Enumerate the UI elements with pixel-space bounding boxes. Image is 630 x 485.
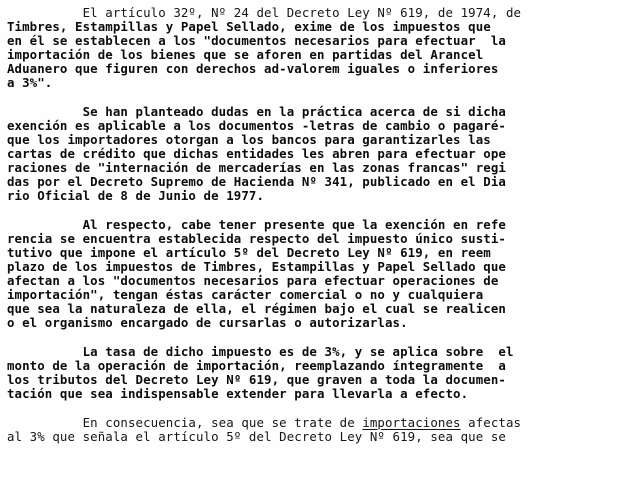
p1-line-3: en él se establecen a los "documentos necesarios para efectuar la <box>7 33 506 48</box>
p4-line-1: La tasa de dicho impuesto es de 3%, y se aplica sobre el <box>7 344 514 359</box>
p4-line-2: monto de la operación de importación, reemplazando íntegramente a <box>7 358 506 373</box>
p1-line-6: a 3%". <box>7 75 53 90</box>
p3-line-1: Al respecto, cabe tener presente que la exención en refe <box>7 217 506 232</box>
p2-line-4: cartas de crédito que dichas entidades les abren para efectuar ope <box>7 146 506 161</box>
p1-line-2: Timbres, Estampillas y Papel Sellado, exime de los impuestos que <box>7 19 491 34</box>
underlined-word: importaciones <box>362 415 461 430</box>
p4-line-4: tación que sea indispensable extender para llevarla a efecto. <box>7 386 469 401</box>
p3-line-6: importación", tengan éstas carácter comercial o no y cualquiera <box>7 287 484 302</box>
p3-line-4: plazo de los impuestos de Timbres, Estampillas y Papel Sellado que <box>7 259 506 274</box>
p3-line-5: afectan a los "documentos necesarios para efectuar operaciones de <box>7 273 499 288</box>
p5-line-2: al 3% que señala el artículo 5º del Decreto Ley Nº 619, sea que se <box>7 429 506 444</box>
p3-line-7: que sea la naturaleza de ella, el régimen bajo el cual se realicen <box>7 301 506 316</box>
p3-line-8: o el organismo encargado de cursarlas o autorizarlas. <box>7 315 408 330</box>
p1-line-4: importación de los bienes que se aforen en partidas del Arancel <box>7 47 484 62</box>
p2-line-7: rio Oficial de 8 de Junio de 1977. <box>7 188 265 203</box>
p3-line-2: rencia se encuentra establecida respecto del impuesto único susti- <box>7 231 506 246</box>
p2-line-3: que los importadores otorgan a los bancos para garantizarles las <box>7 132 491 147</box>
p5-line-1: En consecuencia, sea que se trate de importaciones afectas <box>7 415 522 430</box>
p3-line-3: tutivo que impone el artículo 5º del Decreto Ley Nº 619, en reem <box>7 245 491 260</box>
p4-line-3: los tributos del Decreto Ley Nº 619, que graven a toda la documen- <box>7 372 506 387</box>
p2-line-6: das por el Decreto Supremo de Hacienda Nº 341, publicado en el Dia <box>7 174 506 189</box>
p2-line-1: Se han planteado dudas en la práctica acerca de si dicha <box>7 104 506 119</box>
p1-line-1: El artículo 32º, Nº 24 del Decreto Ley Nº 619, de 1974, de <box>7 5 522 20</box>
p2-line-2: exención es aplicable a los documentos -letras de cambio o pagaré- <box>7 118 506 133</box>
p2-line-5: raciones de "internación de mercaderías en las zonas francas" regi <box>7 160 506 175</box>
p1-line-5: Aduanero que figuren con derechos ad-valorem iguales o inferiores <box>7 61 499 76</box>
